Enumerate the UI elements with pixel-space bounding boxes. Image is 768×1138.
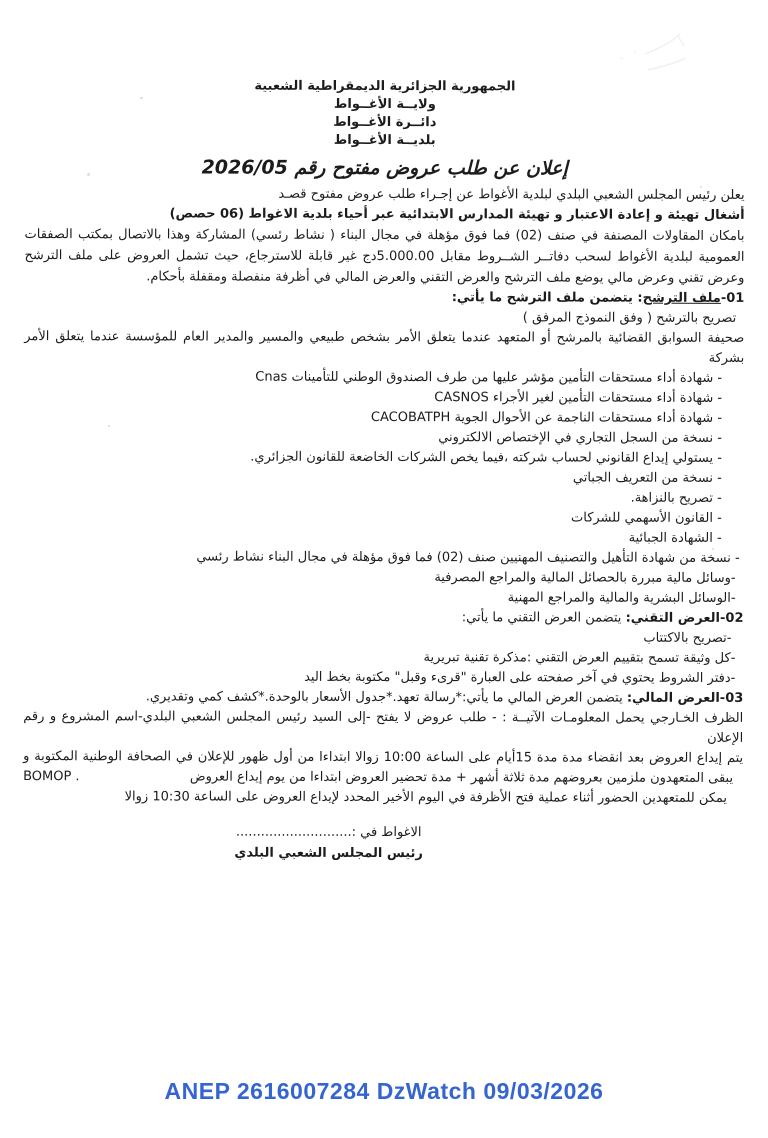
list-item: - نسخة من السجل التجاري في الإختصاص الالكتروني: [438, 430, 723, 446]
project-title: أشغال تهيئة و إعادة الاعتبار و تهيئة المدارس الابتدائية عبر أحياء بلدية الاغواط (06 حصص): [169, 206, 745, 223]
commune-line: بلديــة الأغــواط: [333, 132, 436, 149]
paragraph-line: العمومية لبلدية الأغواط لسحب دفاتــر الشــروط مقابل 5.000.00دج غير قابلة للاسترجاع، حيث تشمل العروض على ملف الترشح: [24, 248, 745, 265]
list-item: تصريح بالترشح ( وفق النموذج المرفق ): [522, 310, 737, 326]
anep-footer-credit: ANEP 2616007284 DzWatch 09/03/2026: [164, 1078, 604, 1104]
section-2-lead: 02-العرض التقني:: [625, 610, 744, 626]
section-2-heading: [23, 607, 743, 629]
list-item: - تصريح بالنزاهة.: [630, 490, 722, 506]
section-1-heading-rest: : يتضمن ملف الترشح ما يأتي:: [451, 290, 643, 306]
section-3-heading: [23, 687, 743, 709]
notice-title: إعلان عن طلب عروض مفتوح رقم 2026/05: [201, 156, 568, 180]
list-item: صحيفة السوابق القضائية بالمرشح أو المتعهد عندما يتعلق الأمر بشخص طبيعي والمسير والمدير العام للمؤسسة عندما يتعلق الأمر بشركة: [24, 329, 745, 366]
closing-line-text: يبقى المتعهدون ملزمين بعروضهم مدة ثلاثة أشهر + مدة تحضير العروض ابتداءا من يوم إيداع العروض: [189, 769, 734, 786]
signature-place-date: الاغواط في :............................: [235, 824, 422, 841]
paragraph-line: بامكان المقاولات المصنفة في صنف (02) فما فوق مؤهلة في مجال البناء ( نشاط رئسي) المشاركة وهذا بالاتصال بمكتب الصفقات: [24, 227, 745, 244]
list-item: -الوسائل البشرية والمالية والمراجع المهنية: [507, 590, 736, 606]
list-item: -كل وثيقة تسمح بتقييم العرض التقني :مذكرة تقنية تبريرية: [423, 650, 736, 666]
signature-title: رئيس المجلس الشعبي البلدي: [234, 845, 423, 862]
bomop-label: BOMOP .: [23, 769, 80, 785]
list-item: -وسائل مالية مبررة بالحصائل المالية والمراجع المصرفية: [434, 570, 736, 586]
section-3-heading-rest: يتضمن العرض المالي ما يأتي:*رسالة تعهد.*جدول الأسعار بالوحدة.*كشف كمي وتقديري.: [145, 689, 627, 706]
list-item: - شهادة أداء مستحقات التأمين لغير الأجراء CASNOS: [434, 390, 723, 406]
list-item: - شهادة أداء مستحقات التأمين مؤشر عليها من طرف الصندوق الوطني للتأمينات Cnas: [255, 369, 723, 386]
list-item: - يستولي إيداع القانوني لحساب شركته ،فيما يخص الشركات الخاضعة للقانون الجزائري.: [250, 449, 722, 466]
list-item: - القانون الأسهمي للشركات: [570, 510, 722, 526]
closing-line-bomop: [23, 767, 743, 789]
republic-line: الجمهورية الجزائرية الديمقراطية الشعبية: [254, 78, 516, 95]
section-3-lead: 03-العرض المالي:: [626, 690, 744, 706]
section-1-title: ملف الترشح: [642, 290, 721, 306]
section-1-number: 01-: [720, 290, 745, 306]
list-item: -تصريح بالاكتتاب: [643, 630, 732, 646]
section-1-heading: [24, 287, 744, 309]
closing-line: الظرف الخـارجي يحمل المعلومـات الآتيــة : - طلب عروض لا يفتح -إلى السيد رئيس المجلس الشعبي البلدي-اسم المشروع و رقم الإعلان: [23, 709, 744, 746]
intro-line: يعلن رئيس المجلس الشعبي البلدي لبلدية الأغواط عن إجـراء طلب عروض مفتوح قصـد: [278, 186, 745, 203]
closing-line: يمكن للمتعهدين الحضور أثناء عملية فتح الأظرفة في اليوم الأخير المحدد لإيداع العروض على الساعة 10:30 زوالا: [124, 789, 728, 806]
list-item: - شهادة أداء مستحقات الناجمة عن الأحوال الجوية CACOBATPH: [370, 409, 723, 426]
closing-line: يتم إيداع العروض بعد انقضاء مدة مدة 15أيام على الساعة 10:00 زوالا ابتداءا من أول ظهور للإعلان في الصحافة الوطنية المكتوبة و: [23, 749, 744, 766]
paragraph-line: وعرض تقني وعرض مالي يوضع ملف الترشح والعرض التقني والعرض المالي في أظرفة منفصلة ومقفلة بأحكام.: [146, 269, 745, 286]
daira-line: دائــرة الأغــواط: [333, 114, 437, 131]
wilaya-line: ولايــة الأغــواط: [333, 96, 436, 113]
list-item: - نسخة من شهادة التأهيل والتصنيف المهنيين صنف (02) فما فوق مؤهلة في مجال البناء نشاط رئسي: [196, 549, 740, 566]
list-item: - نسخة من التعريف الجباتي: [572, 470, 722, 486]
section-2-heading-rest: يتضمن العرض التقني ما يأتي:: [461, 610, 626, 626]
signature-block: [234, 822, 423, 864]
list-item: -دفتر الشروط يحتوي في آخر صفحته على العبارة "قرىء وقبل" مكتوبة بخط اليد: [304, 669, 736, 686]
list-item: - الشهادة الجبائية: [628, 530, 722, 546]
